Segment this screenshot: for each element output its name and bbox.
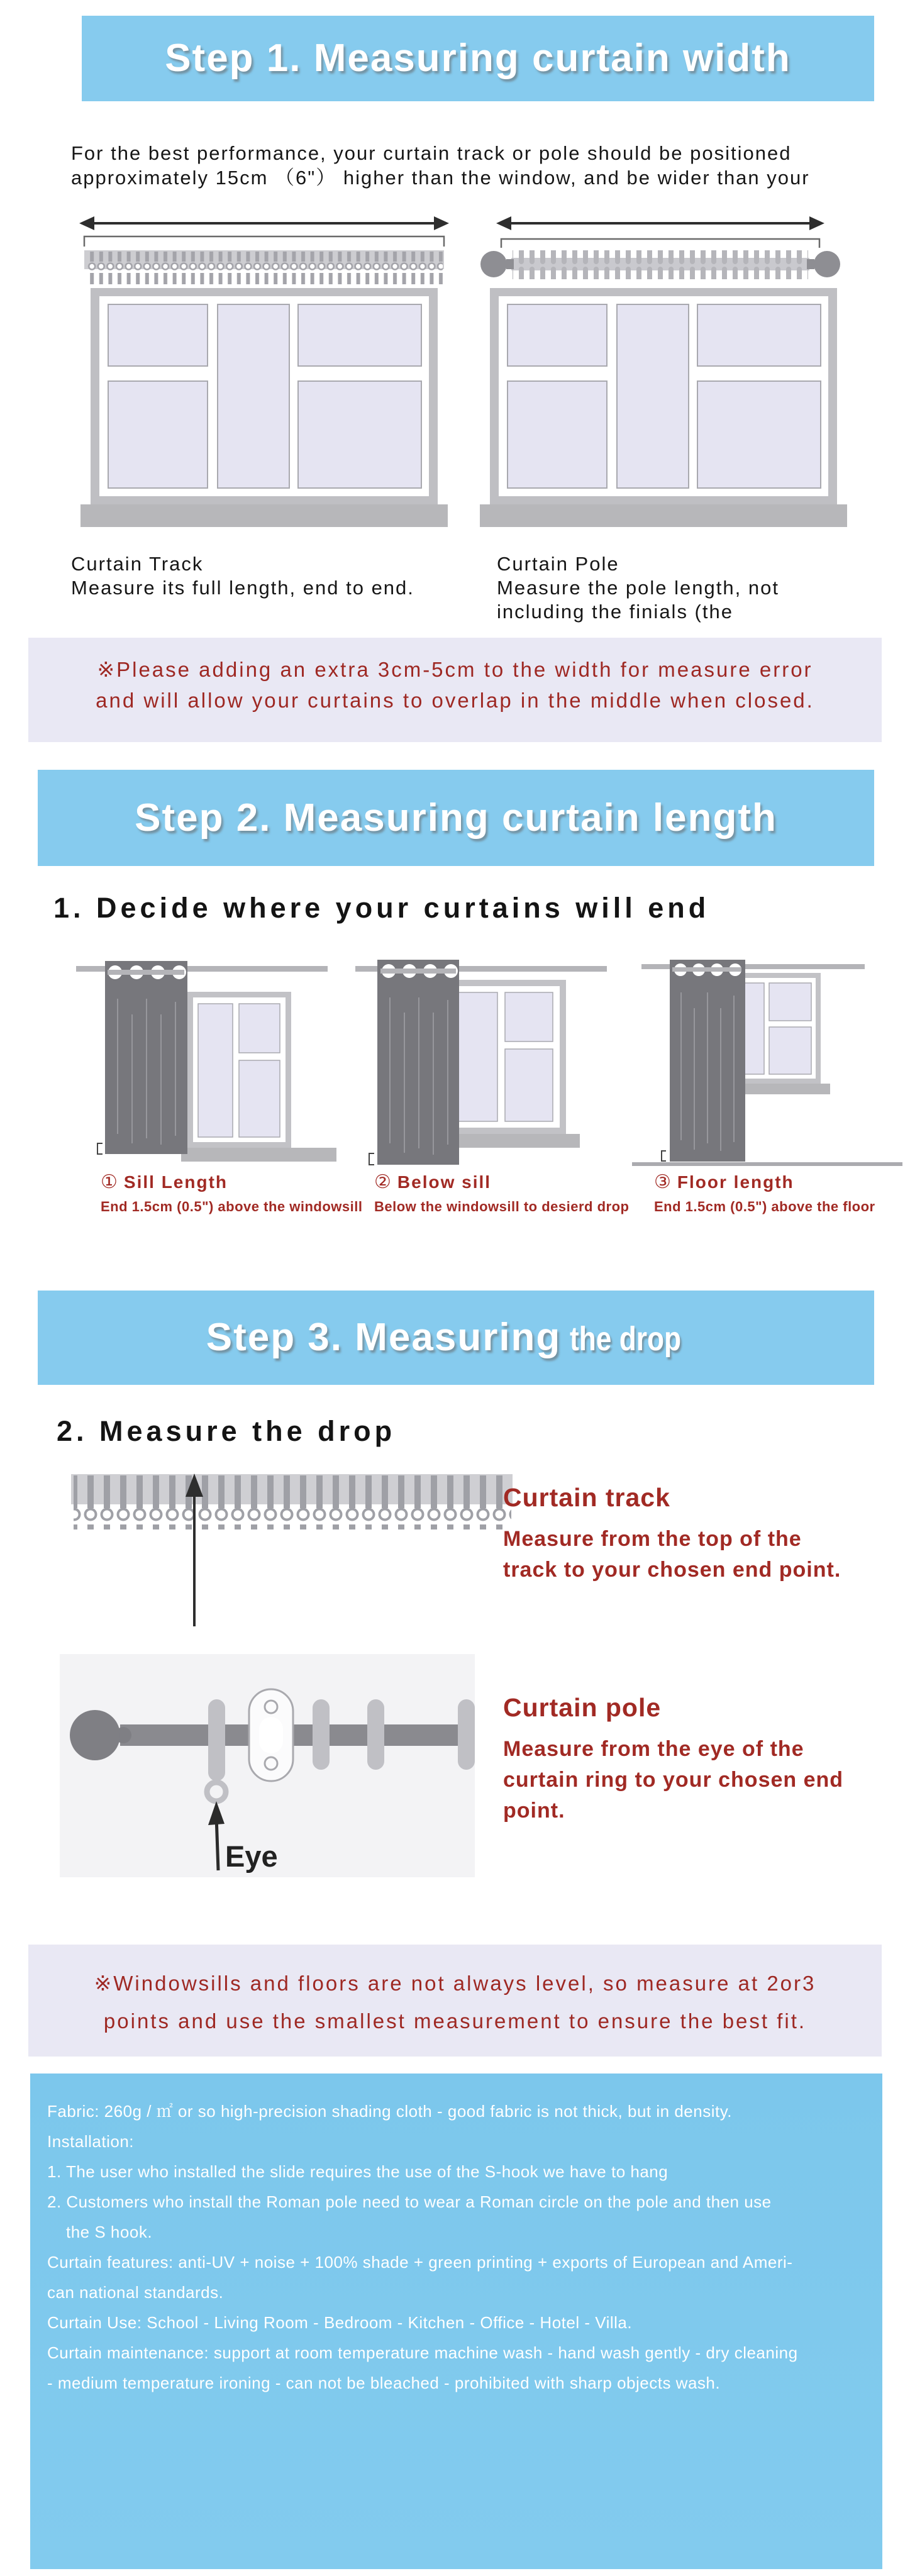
- floor-length-curtain-diagram-icon: [632, 955, 902, 1175]
- info-line-features: Curtain features: anti-UV + noise + 100% shade + green printing + exports of European and Ameri-: [47, 2253, 793, 2272]
- option2-title-text: Below sill: [397, 1172, 492, 1192]
- curtain-track-caption-title: Curtain Track: [71, 553, 204, 575]
- curtain-track-caption: [71, 552, 414, 600]
- option-sill-length-label: [101, 1171, 371, 1215]
- eye-label: Eye: [225, 1840, 278, 1873]
- info-line-use: Curtain Use: School - Living Room - Bedroom - Kitchen - Office - Hotel - Villa.: [47, 2313, 633, 2332]
- option2-title: [374, 1171, 645, 1193]
- sill-length-curtain-diagram-icon: [66, 955, 336, 1175]
- option1-number: ①: [101, 1172, 119, 1192]
- step2-banner: Step 2. Measuring curtain length: [38, 770, 874, 866]
- curtain-pole-instructions: [503, 1693, 843, 1826]
- window-with-curtain-pole-diagram-icon: [462, 208, 858, 535]
- info-line-install-1: 1. The user who installed the slide requires the use of the S-hook we have to hang: [47, 2162, 669, 2181]
- drop-measure-note-line2: points and use the smallest measurement to ensure the best fit.: [103, 2009, 807, 2033]
- info-line-features-2: can national standards.: [47, 2283, 224, 2302]
- step2-heading: 1. Decide where your curtains will end: [53, 892, 710, 924]
- curtain-track-line2: track to your chosen end point.: [503, 1558, 841, 1582]
- info-line-fabric: Fabric: 260g / ㎡ or so high-precision shading cloth - good fabric is not thick, but in density.: [47, 2102, 732, 2121]
- drop-measure-note: [28, 1945, 882, 2057]
- info-line-installation: Installation:: [47, 2132, 135, 2151]
- info-line-install-2: 2. Customers who install the Roman pole need to wear a Roman circle on the pole and then use: [47, 2192, 772, 2211]
- curtain-pole-caption-line2: including the finials (the: [497, 601, 733, 623]
- curtain-pole-caption-line1: Measure the pole length, not: [497, 577, 779, 599]
- info-line-maintenance-2: - medium temperature ironing - can not be bleached - prohibited with sharp objects wash.: [47, 2373, 721, 2392]
- option-floor-length-label: [654, 1171, 910, 1215]
- width-measure-note-line2: and will allow your curtains to overlap in the middle when closed.: [96, 689, 814, 712]
- curtain-pole-caption: [497, 552, 779, 624]
- option1-title: [101, 1171, 371, 1193]
- below-sill-curtain-diagram-icon: [349, 955, 619, 1175]
- step3-heading: 2. Measure the drop: [57, 1415, 396, 1447]
- curtain-track-caption-body: Measure its full length, end to end.: [71, 577, 414, 599]
- option1-desc: End 1.5cm (0.5") above the windowsill: [101, 1199, 363, 1214]
- step1-intro-line1: For the best performance, your curtain track or pole should be positioned: [71, 142, 792, 164]
- info-line-install-2b: the S hook.: [66, 2223, 153, 2241]
- step1-intro-paragraph: [71, 141, 810, 190]
- step1-intro-line2: approximately 15cm （6"） higher than the window, and be wider than your: [71, 167, 810, 189]
- window-with-curtain-track-diagram-icon: [69, 208, 459, 535]
- curtain-pole-title: Curtain pole: [503, 1693, 662, 1722]
- info-line-maintenance: Curtain maintenance: support at room temperature machine wash - hand wash gently - dry cleaning: [47, 2343, 798, 2362]
- drop-measure-note-line1: ※Windowsills and floors are not always level, so measure at 2or3: [94, 1972, 816, 1995]
- curtain-pole-line3: point.: [503, 1799, 565, 1823]
- curtain-pole-line2: curtain ring to your chosen end: [503, 1768, 844, 1792]
- curtain-track-title: Curtain track: [503, 1483, 670, 1512]
- option1-title-text: Sill Length: [123, 1172, 228, 1192]
- curtain-track-line1: Measure from the top of the: [503, 1527, 802, 1551]
- option2-desc: Below the windowsill to desierd drop: [374, 1199, 630, 1214]
- option3-number: ③: [654, 1172, 672, 1192]
- step3-banner-sub: the drop: [570, 1320, 682, 1358]
- step3-banner-main: Step 3. Measuring: [206, 1316, 562, 1359]
- option2-number: ②: [374, 1172, 392, 1192]
- product-info-box: [30, 2074, 882, 2569]
- option-below-sill-label: [374, 1171, 645, 1215]
- option3-title: [654, 1171, 910, 1193]
- width-measure-note: [28, 638, 882, 742]
- curtain-track-drop-diagram-icon: [66, 1470, 535, 1631]
- curtain-track-instructions: [503, 1483, 841, 1585]
- curtain-pole-caption-title: Curtain Pole: [497, 553, 619, 575]
- width-measure-note-line1: ※Please adding an extra 3cm-5cm to the width for measure error: [97, 658, 813, 681]
- step3-banner: [38, 1291, 874, 1385]
- option3-title-text: Floor length: [677, 1172, 794, 1192]
- step1-banner: Step 1. Measuring curtain width: [82, 16, 874, 101]
- option3-desc: End 1.5cm (0.5") above the floor: [654, 1199, 875, 1214]
- curtain-pole-line1: Measure from the eye of the: [503, 1737, 804, 1761]
